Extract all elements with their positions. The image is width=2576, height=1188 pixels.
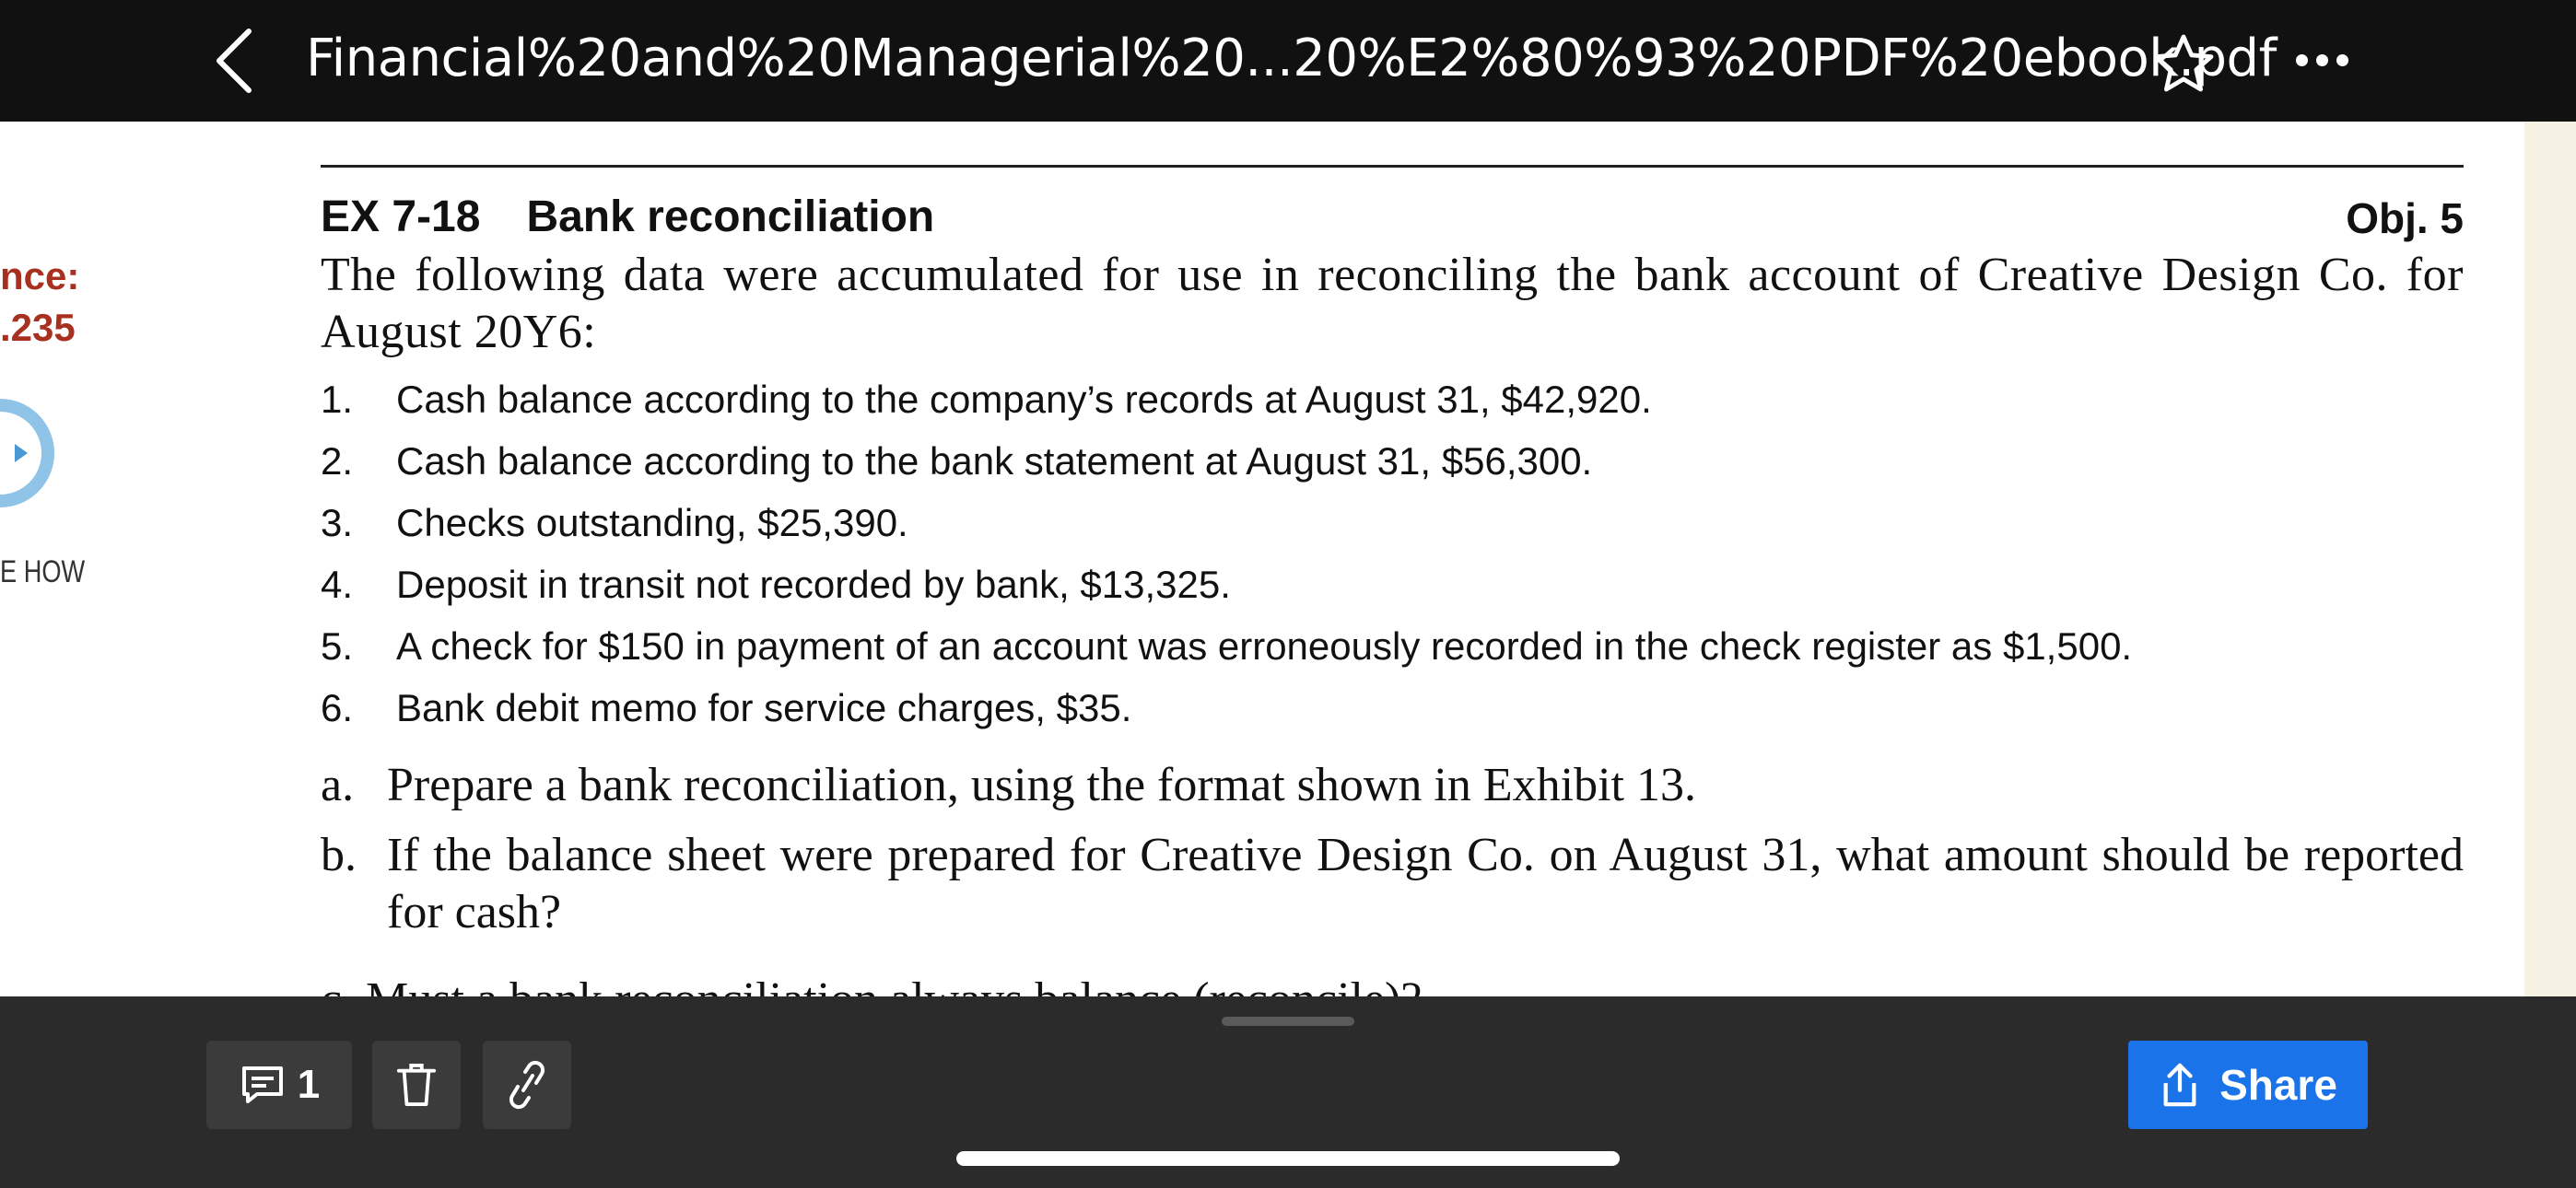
- comments-button[interactable]: [206, 1041, 352, 1129]
- delete-button[interactable]: [372, 1041, 461, 1129]
- share-button[interactable]: [2128, 1041, 2368, 1129]
- page-edge: [2524, 122, 2576, 996]
- section-divider: [321, 165, 2464, 168]
- exercise-title: Bank reconciliation: [526, 192, 935, 241]
- exercise-intro: The following data were accumulated for use in reconciling the bank account of Creative Design Co. for August 20Y6:: [321, 249, 2464, 358]
- margin-caption: E HOW: [0, 554, 86, 589]
- margin-note-line1: nce:: [0, 254, 80, 297]
- home-indicator[interactable]: [956, 1151, 1620, 1166]
- exercise-objective: Obj. 5: [2346, 194, 2464, 242]
- trash-icon: [395, 1062, 438, 1108]
- pdf-page[interactable]: nce: .235 E HOW EX 7-18 Bank reconciliation Obj. 5 The following data were accumulated for use in reconciling the bank account of Creative Design Co. for August 20Y6: 1. Cash balance according to the company’s records at August 31, $42,920. 2. Cash balance according to the bank statement at August 31, $56,300. 3. Checks outstanding, $25,390. 4. Deposit in transit not recorded by bank, $13,325. 5. A check for $150 in payment of an account was erroneously recorded in the check register as $1,500. 6. Bank debit memo for service charges, $35. a. Prepare a bank reconciliation, using the format shown in Exhibit 13. b. If the balance sheet were prepared for Creative Design Co. on August 31, what amount should be reported for cash?: [0, 122, 2524, 996]
- share-icon: [2159, 1061, 2201, 1109]
- back-button[interactable]: [205, 24, 263, 98]
- comment-icon: [239, 1063, 287, 1107]
- favorite-button[interactable]: [2147, 28, 2220, 101]
- exercise-heading: [321, 192, 934, 242]
- drag-handle[interactable]: [1222, 1017, 1354, 1026]
- top-bar: [0, 0, 2576, 122]
- bottom-toolbar: [0, 996, 2576, 1188]
- exercise-number: EX 7-18: [321, 192, 481, 241]
- link-icon: [505, 1061, 549, 1109]
- show-me-how-logo: [0, 398, 55, 508]
- more-horizontal-icon: [2296, 54, 2308, 66]
- star-icon: [2150, 31, 2217, 98]
- margin-note-line2: .235: [0, 306, 76, 349]
- chevron-left-icon: [214, 28, 254, 94]
- share-label: Share: [2219, 1061, 2337, 1109]
- document-title: Financial%20and%20Managerial%20...20%E2%80%93%20PDF%20ebook.pdf: [306, 29, 2277, 88]
- more-options-button[interactable]: [2285, 37, 2359, 83]
- comment-count: 1: [297, 1062, 321, 1107]
- copy-link-button[interactable]: [483, 1041, 571, 1129]
